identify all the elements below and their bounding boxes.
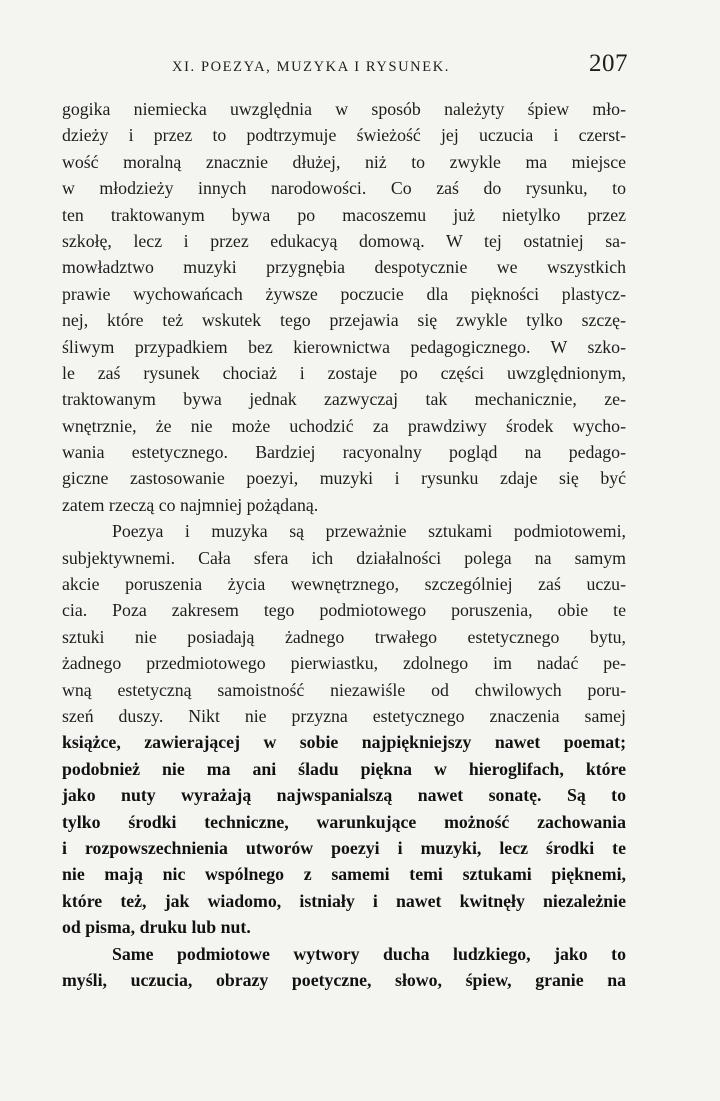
text-line: ten traktowanym bywa po macoszemu już nietylko przez: [62, 204, 626, 225]
running-title: XI. POEZYA, MUZYKA I RYSUNEK.: [172, 59, 451, 75]
text-line: żadnego przedmiotowego pierwiastku, zdolnego im nadać pe-: [62, 653, 626, 674]
text-line: nej, które też wskutek tego przejawia się zwykle tylko szczę-: [62, 310, 626, 331]
page-number: 207: [589, 50, 628, 77]
body-text: [62, 96, 626, 993]
text-line: tylko środki techniczne, warunkujące możność zachowania: [62, 811, 626, 832]
text-line: w młodzieży innych narodowości. Co zaś do rysunku, to: [62, 178, 626, 199]
text-line: le zaś rysunek chociaż i zostaje po części uwzględnionym,: [62, 362, 626, 383]
text-line: subjektywnemi. Cała sfera ich działalności polega na samym: [62, 547, 626, 568]
text-line: zatem rzeczą co najmniej pożądaną.: [62, 494, 319, 515]
text-line: i rozpowszechnienia utworów poezyi i muzyki, lecz środki te: [62, 837, 626, 858]
text-line: wość moralną znacznie dłużej, niż to zwykle ma miejsce: [62, 151, 626, 172]
text-line: akcie poruszenia życia wewnętrznego, szczególniej zaś uczu-: [62, 574, 626, 595]
text-line: od pisma, druku lub nut.: [62, 917, 251, 938]
text-line: szkołę, lecz i przez edukacyą domową. W tej ostatniej sa-: [62, 230, 626, 251]
text-line: myśli, uczucia, obrazy poetyczne, słowo, śpiew, granie na: [62, 969, 626, 990]
text-line: cia. Poza zakresem tego podmiotowego poruszenia, obie te: [62, 600, 626, 621]
text-line: jako nuty wyrażają najwspanialszą nawet sonatę. Są to: [62, 785, 626, 806]
text-line: wania estetycznego. Bardziej racyonalny pogląd na pedago-: [62, 442, 626, 463]
text-line: książce, zawierającej w sobie najpiękniejszy nawet poemat;: [62, 732, 626, 753]
text-line: gogika niemiecka uwzględnia w sposób należyty śpiew mło-: [62, 99, 626, 119]
text-line: podobnież nie ma ani śladu piękna w hieroglifach, które: [62, 758, 626, 779]
text-line: Same podmiotowe wytwory ducha ludzkiego, jako to: [112, 943, 626, 964]
text-line: Poezya i muzyka są przeważnie sztukami podmiotowemi,: [112, 521, 626, 542]
text-line: dzieży i przez to podtrzymuje świeżość jej uczucia i czerst-: [62, 125, 626, 146]
text-line: nie mają nic wspólnego z samemi temi sztukami pięknemi,: [62, 864, 626, 885]
text-line: wnętrznie, że nie może uchodzić za prawdziwy środek wycho-: [62, 415, 626, 436]
text-line: prawie wychowańcach żywsze poczucie dla piękności plastycz-: [62, 283, 626, 304]
page-header: [64, 50, 628, 84]
text-line: śliwym przypadkiem bez kierownictwa pedagogicznego. W szko-: [62, 336, 626, 357]
text-line: wną estetyczną samoistność niezawiśle od chwilowych poru-: [62, 679, 626, 700]
text-line: które też, jak wiadomo, istniały i nawet kwitnęły niezależnie: [62, 890, 626, 911]
text-line: traktowanym bywa jednak zazwyczaj tak mechanicznie, ze-: [62, 389, 626, 410]
text-line: mowładztwo muzyki przygnębia despotycznie we wszystkich: [62, 257, 626, 278]
text-line: giczne zastosowanie poezyi, muzyki i rysunku zdaje się być: [62, 468, 626, 489]
text-line: sztuki nie posiadają żadnego trwałego estetycznego bytu,: [62, 626, 626, 647]
text-line: szeń duszy. Nikt nie przyzna estetycznego znaczenia samej: [62, 705, 626, 726]
